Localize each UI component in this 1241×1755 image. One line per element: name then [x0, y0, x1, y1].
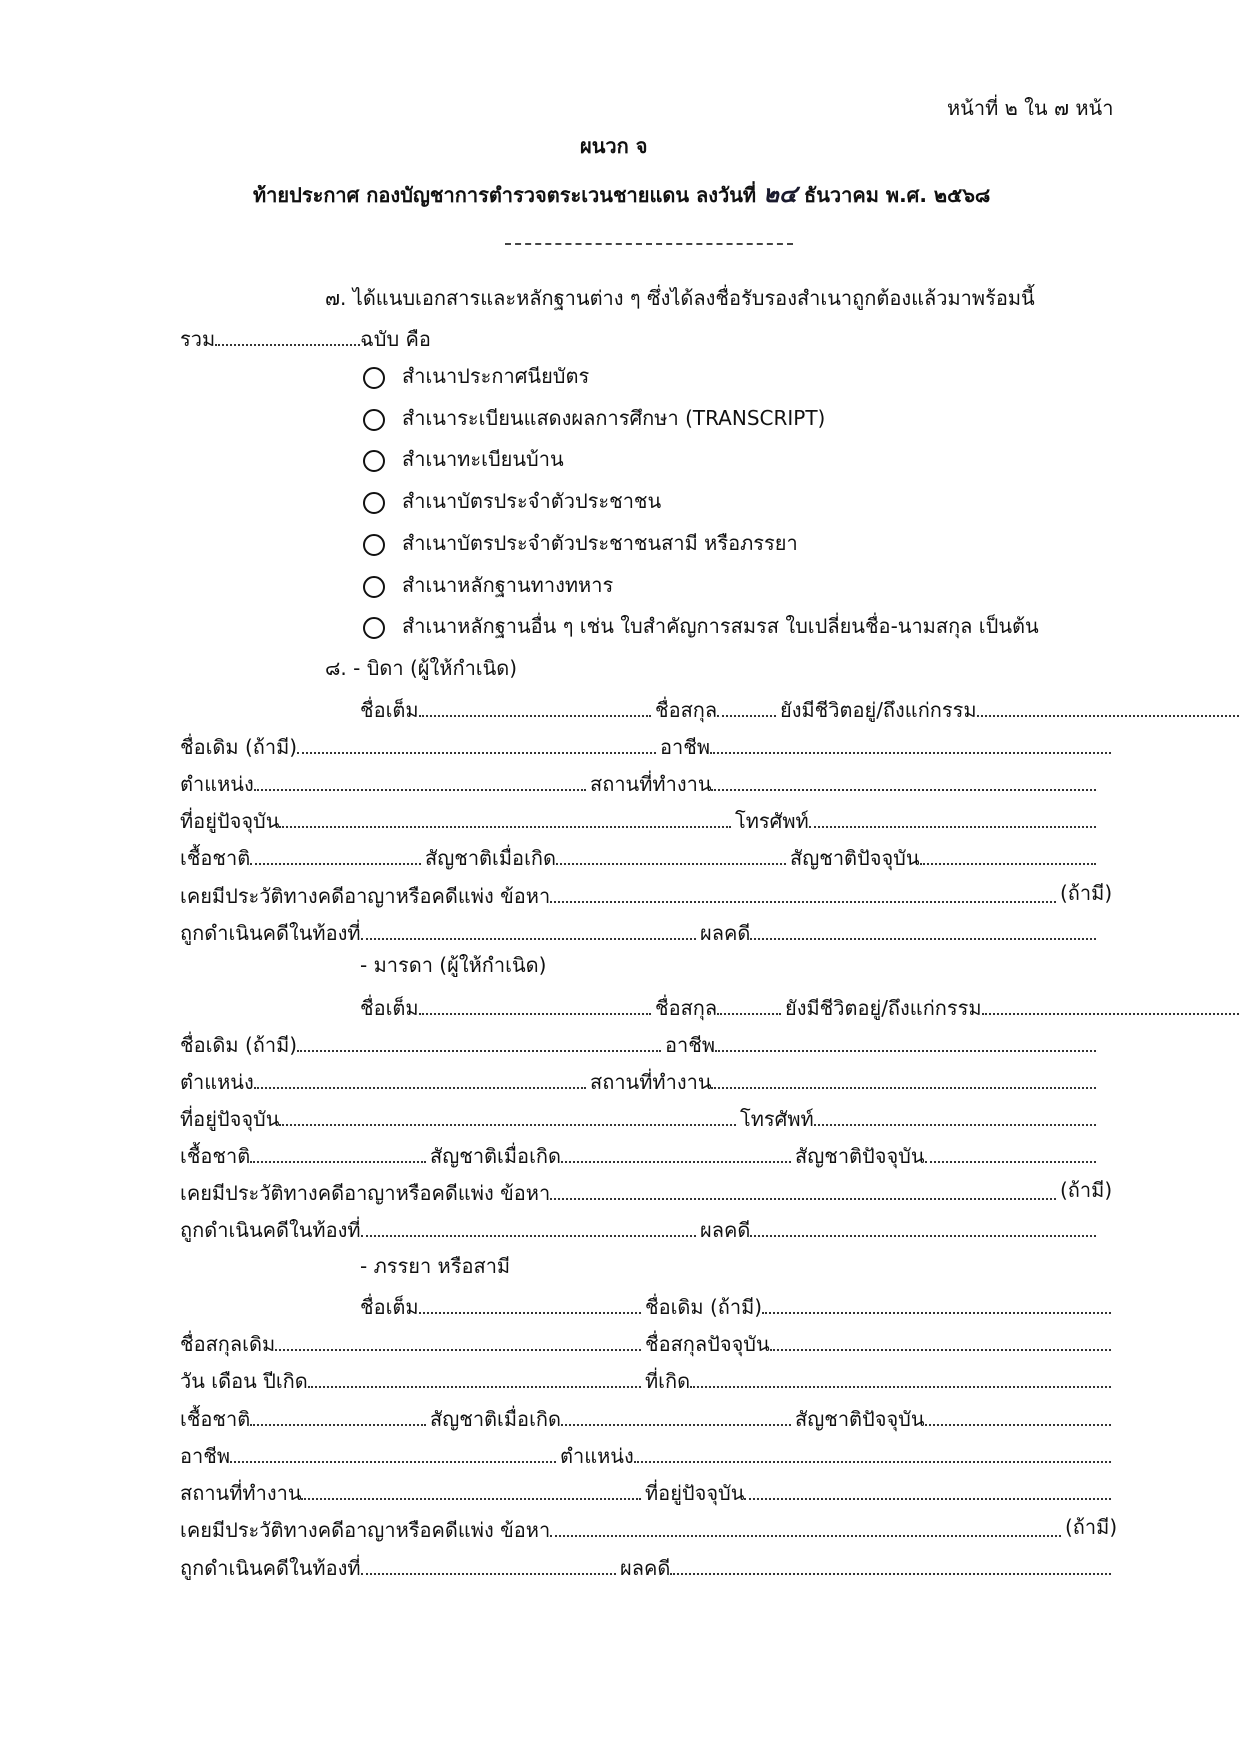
announcement-suffix: ธันวาคม พ.ศ. ๒๕๖๘ [804, 183, 991, 207]
total-copies-field[interactable] [215, 326, 360, 346]
race-field[interactable] [250, 845, 421, 865]
full-name-field[interactable] [419, 697, 651, 717]
if-any-label: (ถ้ามี) [1065, 1515, 1118, 1539]
checkbox-circle[interactable] [363, 492, 385, 514]
race-field[interactable] [250, 1406, 426, 1426]
section7-total-line [180, 326, 431, 349]
case-history-field[interactable] [550, 883, 1056, 903]
case-history-label: เคยมีประวัติทางคดีอาญาหรือคดีแพ่ง ข้อหา [180, 884, 551, 908]
prosecuted-in-field[interactable] [361, 920, 696, 940]
form-row [180, 1515, 1118, 1542]
position-label: ตำแหน่ง [180, 772, 254, 796]
alive-label: ยังมีชีวิตอยู่/ถึงแก่กรรม [780, 698, 977, 722]
form-row [180, 734, 1115, 758]
alive-field[interactable] [982, 995, 1241, 1015]
current-nationality-label: สัญชาติปัจจุบัน [795, 1407, 925, 1431]
case-history-label: เคยมีประวัติทางคดีอาญาหรือคดีแพ่ง ข้อหา [180, 1181, 551, 1205]
if-any-label: (ถ้ามี) [1060, 881, 1113, 905]
form-row [180, 1069, 1115, 1093]
current-nationality-label: สัญชาติปัจจุบัน [795, 1144, 925, 1168]
occupation-field[interactable] [230, 1443, 556, 1463]
current-address-label: ที่อยู่ปัจจุบัน [645, 1481, 745, 1505]
full-name-field[interactable] [419, 1294, 641, 1314]
phone-label: โทรศัพท์ [735, 809, 809, 833]
announcement-prefix: ท้ายประกาศ กองบัญชาการตำรวจตระเวนชายแดน ลงวันที่ [253, 183, 757, 207]
occupation-label: อาชีพ [660, 735, 710, 759]
current-address-field[interactable] [279, 1106, 736, 1126]
form-row [180, 1406, 1115, 1430]
full-name-field[interactable] [419, 995, 651, 1015]
birth-nationality-field[interactable] [561, 1406, 791, 1426]
form-row [360, 697, 1115, 721]
current-nationality-field[interactable] [925, 1143, 1096, 1163]
former-name-label: ชื่อเดิม (ถ้ามี) [180, 735, 298, 759]
former-name-label: ชื่อเดิม (ถ้ามี) [645, 1295, 763, 1319]
case-history-field[interactable] [550, 1180, 1056, 1200]
result-field[interactable] [670, 1555, 1111, 1575]
birth-nationality-label: สัญชาติเมื่อเกิด [430, 1144, 562, 1168]
birth-nationality-label: สัญชาติเมื่อเกิด [430, 1407, 562, 1431]
result-label: ผลคดี [620, 1556, 671, 1580]
phone-field[interactable] [809, 808, 1096, 828]
birth-nationality-label: สัญชาติเมื่อเกิด [425, 846, 557, 870]
father-heading: ๘. - บิดา (ผู้ให้กำเนิด) [325, 656, 518, 680]
form-row [180, 920, 1115, 944]
case-history-label: เคยมีประวัติทางคดีอาญาหรือคดีแพ่ง ข้อหา [180, 1518, 551, 1542]
form-row [180, 1555, 1115, 1579]
spouse-heading: - ภรรยา หรือสามี [360, 1254, 511, 1278]
form-row [180, 1032, 1115, 1056]
occupation-label: อาชีพ [180, 1444, 230, 1468]
occupation-label: อาชีพ [665, 1033, 715, 1057]
surname-field[interactable] [717, 995, 781, 1015]
prosecuted-in-label: ถูกดำเนินคดีในท้องที่ [180, 1218, 361, 1242]
former-name-field[interactable] [762, 1294, 1111, 1314]
current-address-label: ที่อยู่ปัจจุบัน [180, 1107, 280, 1131]
phone-label: โทรศัพท์ [740, 1107, 814, 1131]
current-surname-field[interactable] [770, 1331, 1111, 1351]
handwritten-day: ๒๔ [763, 179, 798, 208]
full-name-label: ชื่อเต็ม [360, 698, 419, 722]
former-name-field[interactable] [297, 1032, 661, 1052]
position-field[interactable] [254, 1069, 586, 1089]
surname-label: ชื่อสกุล [655, 996, 718, 1020]
birth-nationality-field[interactable] [556, 845, 786, 865]
form-row [180, 1480, 1115, 1504]
birthplace-label: ที่เกิด [645, 1369, 691, 1393]
former-name-field[interactable] [297, 734, 656, 754]
birth-nationality-field[interactable] [561, 1143, 791, 1163]
result-field[interactable] [750, 920, 1096, 940]
copies-label: ฉบับ คือ [360, 327, 431, 351]
current-address-field[interactable] [279, 808, 731, 828]
birth-date-field[interactable] [308, 1368, 641, 1388]
occupation-field[interactable] [710, 734, 1111, 754]
birth-date-label: วัน เดือน ปีเกิด [180, 1369, 308, 1393]
workplace-label: สถานที่ทำงาน [590, 1070, 712, 1094]
alive-field[interactable] [977, 697, 1241, 717]
checkbox-circle[interactable] [363, 617, 385, 639]
checklist-item-label: สำเนาหลักฐานทางทหาร [402, 573, 614, 597]
former-surname-label: ชื่อสกุลเดิม [180, 1332, 276, 1356]
section7-intro: ๗. ได้แนบเอกสารและหลักฐานต่าง ๆ ซึ่งได้ลงชื่อรับรองสำเนาถูกต้องแล้วมาพร้อมนี้ [325, 286, 1035, 310]
current-nationality-label: สัญชาติปัจจุบัน [790, 846, 920, 870]
position-field[interactable] [254, 771, 586, 791]
checkbox-circle[interactable] [363, 534, 385, 556]
form-row [180, 771, 1115, 795]
form-row [360, 1294, 1115, 1318]
mother-heading: - มารดา (ผู้ให้กำเนิด) [360, 953, 547, 977]
header-divider [505, 243, 793, 245]
current-address-label: ที่อยู่ปัจจุบัน [180, 809, 280, 833]
position-field[interactable] [634, 1443, 1111, 1463]
position-label: ตำแหน่ง [560, 1444, 634, 1468]
form-row [180, 1217, 1115, 1241]
current-surname-label: ชื่อสกุลปัจจุบัน [645, 1332, 770, 1356]
page-number: หน้าที่ ๒ ใน ๗ หน้า [947, 96, 1114, 120]
checklist-item-label: สำเนาทะเบียนบ้าน [402, 447, 564, 471]
phone-field[interactable] [814, 1106, 1096, 1126]
workplace-field[interactable] [711, 771, 1096, 791]
checklist-item-label: สำเนาบัตรประจำตัวประชาชนสามี หรือภรรยา [402, 531, 798, 555]
alive-label: ยังมีชีวิตอยู่/ถึงแก่กรรม [785, 996, 982, 1020]
if-any-label: (ถ้ามี) [1060, 1178, 1113, 1202]
checklist-item-label: สำเนาประกาศนียบัตร [402, 364, 590, 388]
workplace-label: สถานที่ทำงาน [180, 1481, 302, 1505]
case-history-field[interactable] [550, 1517, 1061, 1537]
current-address-field[interactable] [744, 1480, 1111, 1500]
result-label: ผลคดี [700, 1218, 751, 1242]
form-row [180, 1180, 1115, 1204]
form-row [180, 1443, 1115, 1467]
workplace-field[interactable] [301, 1480, 641, 1500]
checkbox-circle[interactable] [363, 367, 385, 389]
form-row [180, 883, 1115, 907]
checklist-item-label: สำเนาระเบียนแสดงผลการศึกษา (TRANSCRIPT) [402, 406, 826, 430]
race-label: เชื้อชาติ [180, 1407, 251, 1431]
current-nationality-field[interactable] [925, 1406, 1111, 1426]
announcement-line [253, 179, 991, 208]
prosecuted-in-label: ถูกดำเนินคดีในท้องที่ [180, 1556, 361, 1580]
form-row [360, 995, 1115, 1019]
form-row [180, 1143, 1115, 1167]
position-label: ตำแหน่ง [180, 1070, 254, 1094]
race-field[interactable] [250, 1143, 426, 1163]
checklist-item-label: สำเนาหลักฐานอื่น ๆ เช่น ใบสำคัญการสมรส ใบเปลี่ยนชื่อ-นามสกุล เป็นต้น [402, 614, 1039, 638]
surname-field[interactable] [717, 697, 776, 717]
form-row [180, 1368, 1115, 1392]
race-label: เชื้อชาติ [180, 846, 251, 870]
result-field[interactable] [750, 1217, 1096, 1237]
form-row [180, 845, 1115, 869]
occupation-field[interactable] [715, 1032, 1096, 1052]
prosecuted-in-field[interactable] [361, 1555, 616, 1575]
form-row [180, 1331, 1115, 1355]
checklist-item-label: สำเนาบัตรประจำตัวประชาชน [402, 489, 662, 513]
surname-label: ชื่อสกุล [655, 698, 718, 722]
checkbox-circle[interactable] [363, 409, 385, 431]
result-label: ผลคดี [700, 921, 751, 945]
former-surname-field[interactable] [275, 1331, 641, 1351]
appendix-title: ผนวก จ [580, 134, 648, 158]
full-name-label: ชื่อเต็ม [360, 1295, 419, 1319]
checkbox-circle[interactable] [363, 450, 385, 472]
checkbox-circle[interactable] [363, 576, 385, 598]
birthplace-field[interactable] [690, 1368, 1111, 1388]
prosecuted-in-field[interactable] [361, 1217, 696, 1237]
form-row [180, 808, 1115, 832]
workplace-field[interactable] [711, 1069, 1096, 1089]
former-name-label: ชื่อเดิม (ถ้ามี) [180, 1033, 298, 1057]
total-label: รวม [180, 327, 216, 351]
full-name-label: ชื่อเต็ม [360, 996, 419, 1020]
form-row [180, 1106, 1115, 1130]
race-label: เชื้อชาติ [180, 1144, 251, 1168]
workplace-label: สถานที่ทำงาน [590, 772, 712, 796]
current-nationality-field[interactable] [920, 845, 1096, 865]
prosecuted-in-label: ถูกดำเนินคดีในท้องที่ [180, 921, 361, 945]
